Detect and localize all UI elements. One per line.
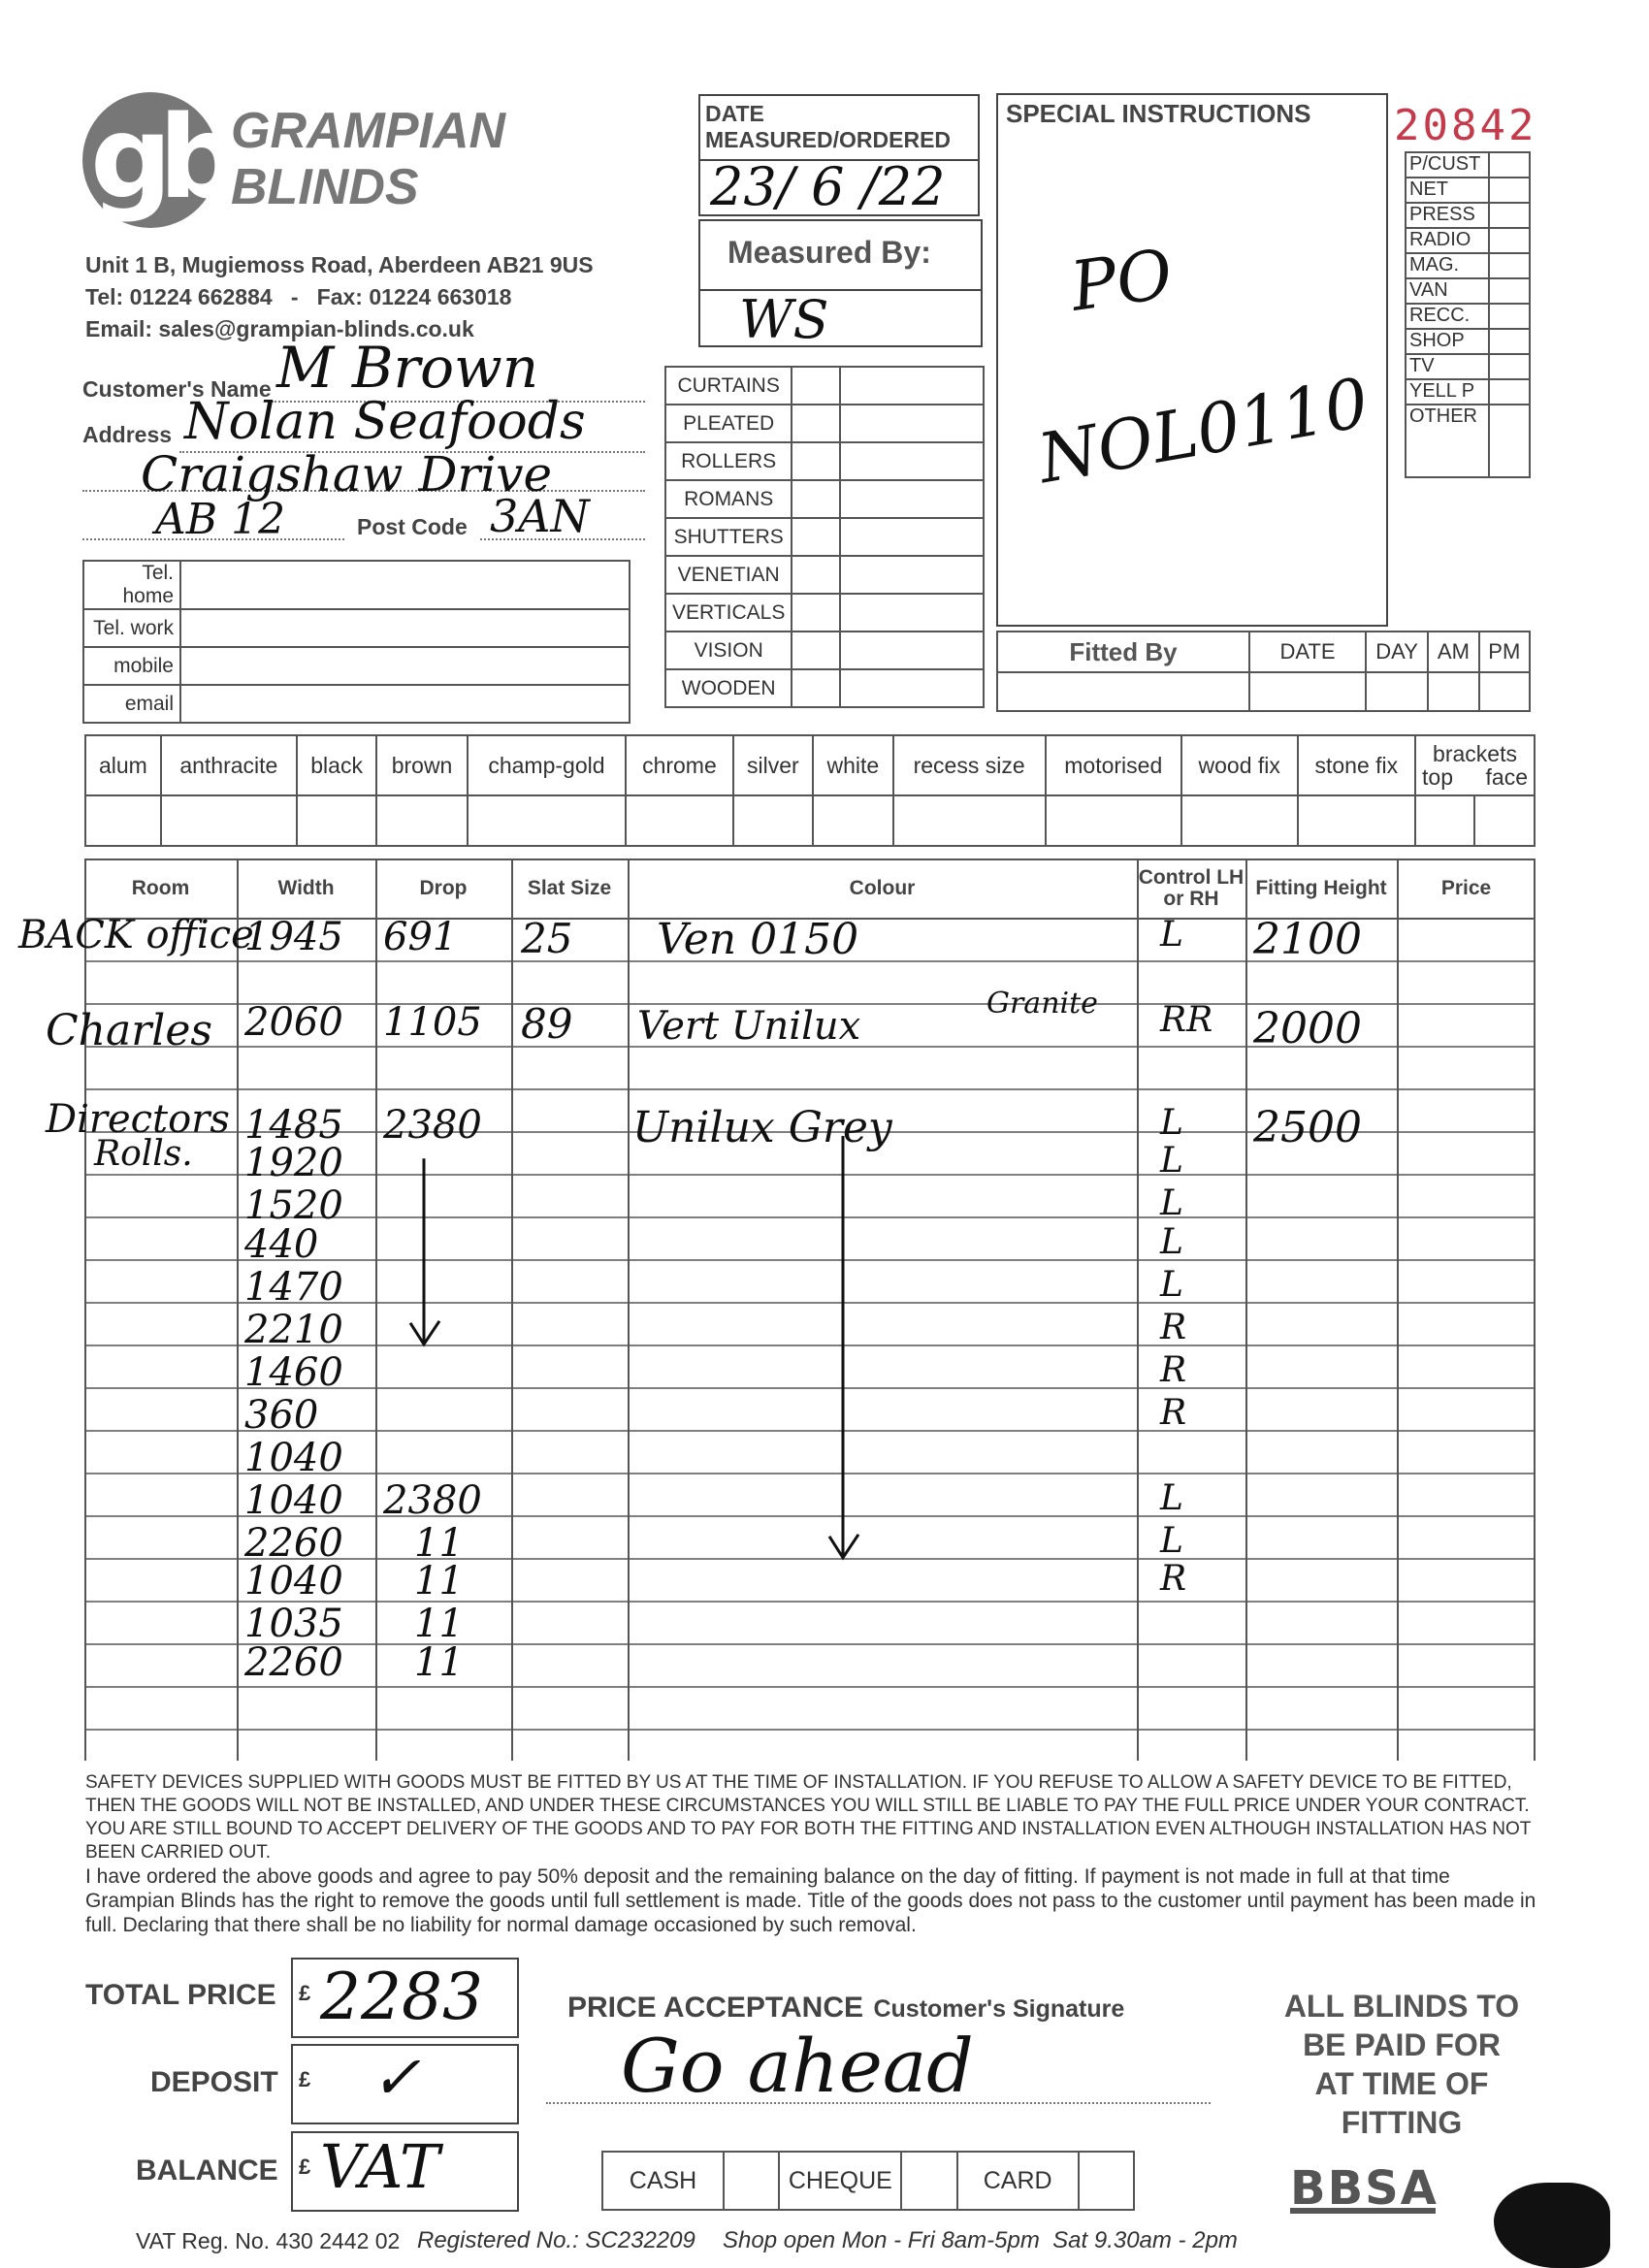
payment-method-label: CARD bbox=[957, 2152, 1079, 2210]
width-entry[interactable]: 1470 bbox=[244, 1264, 343, 1310]
control-entry[interactable]: L bbox=[1160, 1264, 1183, 1305]
address-value-2[interactable]: Craigshaw Drive bbox=[141, 446, 553, 502]
phone-label: email bbox=[83, 685, 180, 723]
option-cell[interactable] bbox=[376, 795, 467, 846]
product-type-check[interactable] bbox=[792, 669, 840, 707]
product-type-label: PLEATED bbox=[665, 405, 792, 442]
product-type-qty[interactable] bbox=[840, 518, 984, 556]
special-instructions-note-1[interactable]: PO bbox=[1065, 234, 1178, 327]
brackets-top-label: top bbox=[1422, 764, 1453, 790]
option-cell[interactable] bbox=[85, 795, 161, 846]
width-entry[interactable]: 1520 bbox=[244, 1183, 343, 1229]
brackets-header bbox=[1415, 735, 1535, 795]
slat-entry[interactable]: 89 bbox=[521, 1000, 573, 1048]
product-type-check[interactable] bbox=[792, 480, 840, 518]
height-entry[interactable]: 2000 bbox=[1253, 1004, 1362, 1053]
room-entry[interactable]: Charles bbox=[46, 1006, 212, 1055]
company-address: Unit 1 B, Mugiemoss Road, Aberdeen AB21 9US bbox=[85, 252, 594, 277]
option-cell[interactable] bbox=[1298, 795, 1415, 846]
source-option-box[interactable] bbox=[1489, 304, 1530, 329]
balance-currency: £ bbox=[299, 2155, 311, 2179]
fitted-am-cell[interactable] bbox=[1428, 672, 1478, 711]
drop-entry[interactable]: 691 bbox=[383, 915, 458, 959]
payment-method-label: CASH bbox=[602, 2152, 724, 2210]
customer-signature[interactable]: Go ahead bbox=[621, 2023, 974, 2109]
company-name-line2: BLINDS bbox=[231, 159, 419, 215]
option-label: stone fix bbox=[1298, 735, 1415, 795]
order-header-price: Price bbox=[1440, 877, 1492, 899]
product-type-qty[interactable] bbox=[840, 480, 984, 518]
option-cell[interactable] bbox=[1181, 795, 1298, 846]
date-measured-box bbox=[698, 94, 980, 216]
option-cell[interactable] bbox=[297, 795, 376, 846]
form-number: 20842 bbox=[1394, 101, 1537, 150]
shop-hours: Shop open Mon - Fri 8am-5pm Sat 9.30am - 2pm bbox=[723, 2227, 1238, 2253]
fitted-day-cell[interactable] bbox=[1366, 672, 1428, 711]
option-label: motorised bbox=[1046, 735, 1181, 795]
special-instructions-box bbox=[996, 93, 1388, 627]
payment-method-label: CHEQUE bbox=[779, 2152, 901, 2210]
control-entry[interactable]: R bbox=[1160, 1349, 1187, 1390]
product-type-label: ROLLERS bbox=[665, 442, 792, 480]
customer-name-value[interactable]: M Brown bbox=[276, 335, 539, 401]
width-entry[interactable]: 1945 bbox=[244, 915, 343, 959]
fitted-am-label: AM bbox=[1428, 632, 1478, 672]
order-table bbox=[18, 859, 1536, 1761]
date-measured-label: DATE MEASURED/ORDERED bbox=[705, 101, 952, 152]
control-entry[interactable]: L bbox=[1160, 1183, 1183, 1224]
width-entry[interactable]: 1040 bbox=[244, 1477, 343, 1523]
drop-entry[interactable]: 2380 bbox=[383, 1477, 482, 1523]
product-type-qty[interactable] bbox=[840, 367, 984, 405]
brackets-face-cell[interactable] bbox=[1474, 795, 1535, 846]
company-name-line1: GRAMPIAN bbox=[231, 103, 506, 159]
order-header-control: Control LH or RH bbox=[1138, 866, 1245, 910]
total-price-box bbox=[291, 1958, 519, 2038]
phone-label: Tel. home bbox=[83, 561, 180, 609]
colour-entry[interactable]: Ven 0150 bbox=[657, 915, 859, 964]
product-type-qty[interactable] bbox=[840, 442, 984, 480]
width-entry[interactable]: 440 bbox=[244, 1221, 319, 1267]
special-instructions-label: SPECIAL INSTRUCTIONS bbox=[1006, 99, 1311, 128]
source-option-label: NET bbox=[1406, 178, 1489, 203]
ink-smudge bbox=[1494, 2183, 1610, 2268]
option-cell[interactable] bbox=[733, 795, 813, 846]
drop-entry[interactable]: 11 bbox=[414, 1559, 464, 1604]
special-instructions-note-2[interactable]: NOL0110 bbox=[1032, 362, 1374, 500]
colour-entry[interactable]: Granite bbox=[986, 986, 1098, 1021]
control-entry[interactable]: L bbox=[1160, 1520, 1183, 1561]
colour-ditto-arrow bbox=[829, 1136, 858, 1558]
width-entry[interactable]: 360 bbox=[244, 1392, 319, 1438]
source-option-box[interactable] bbox=[1489, 379, 1530, 405]
product-type-check[interactable] bbox=[792, 405, 840, 442]
source-option-box[interactable] bbox=[1489, 152, 1530, 178]
product-type-check[interactable] bbox=[792, 594, 840, 632]
width-entry[interactable]: 1040 bbox=[244, 1559, 343, 1604]
product-type-qty[interactable] bbox=[840, 669, 984, 707]
address-label: Address bbox=[82, 422, 173, 447]
balance-value[interactable]: VAT bbox=[320, 2131, 440, 2202]
fitted-date-label: DATE bbox=[1249, 632, 1366, 672]
phone-value-cell[interactable] bbox=[180, 609, 630, 647]
slat-entry[interactable]: 25 bbox=[521, 915, 573, 962]
source-option-label: OTHER bbox=[1406, 405, 1489, 477]
fitted-day-label: DAY bbox=[1366, 632, 1428, 672]
option-label: wood fix bbox=[1181, 735, 1298, 795]
width-entry[interactable]: 2260 bbox=[244, 1520, 343, 1566]
payment-notice bbox=[1227, 1987, 1576, 2142]
product-type-qty[interactable] bbox=[840, 594, 984, 632]
width-entry[interactable]: 1920 bbox=[244, 1141, 343, 1186]
control-entry[interactable]: L bbox=[1160, 1102, 1183, 1143]
payment-terms: I have ordered the above goods and agree to pay 50% deposit and the remaining balance on the day of fitting. If payment is not made in full at that time Grampian Blinds has the right to remove the goods until full settlement is made. Title of the goods does not pass to the customer until payment has been made in full. Declaring that there shall be no liability for normal damage occasioned by such removal. bbox=[85, 1865, 1536, 1936]
source-list bbox=[1405, 151, 1531, 478]
source-option-box[interactable] bbox=[1489, 203, 1530, 228]
height-entry[interactable]: 2500 bbox=[1253, 1102, 1362, 1152]
control-entry[interactable]: R bbox=[1160, 1307, 1187, 1347]
notice-line: FITTING bbox=[1341, 2105, 1463, 2140]
payment-methods bbox=[601, 2151, 1135, 2211]
deposit-value[interactable]: ✓ bbox=[371, 2042, 421, 2113]
fitted-by-label: Fitted By bbox=[997, 632, 1249, 672]
company-phone: Tel: 01224 662884 - Fax: 01224 663018 bbox=[85, 284, 512, 309]
product-type-label: VISION bbox=[665, 632, 792, 669]
product-type-label: VERTICALS bbox=[665, 594, 792, 632]
bbsa-logo-text: BBSA bbox=[1290, 2161, 1439, 2216]
width-entry[interactable]: 1460 bbox=[244, 1349, 343, 1395]
fitted-date-cell[interactable] bbox=[1249, 672, 1366, 711]
option-cell[interactable] bbox=[626, 795, 732, 846]
order-header-slat: Slat Size bbox=[527, 877, 612, 899]
source-option-box[interactable] bbox=[1489, 278, 1530, 304]
option-label: recess size bbox=[893, 735, 1046, 795]
product-type-qty[interactable] bbox=[840, 405, 984, 442]
option-cell[interactable] bbox=[161, 795, 297, 846]
phone-value-cell[interactable] bbox=[180, 647, 630, 685]
payment-method-box[interactable] bbox=[901, 2152, 956, 2210]
source-option-label: PRESS bbox=[1406, 203, 1489, 228]
fitted-pm-label: PM bbox=[1479, 632, 1530, 672]
measured-by-box bbox=[698, 219, 983, 350]
option-label: black bbox=[297, 735, 376, 795]
source-option-label: MAG. bbox=[1406, 253, 1489, 278]
drop-ditto-arrow bbox=[410, 1158, 439, 1345]
phone-value-cell[interactable] bbox=[180, 561, 630, 609]
customer-signature-label: Customer's Signature bbox=[873, 1995, 1125, 2023]
order-header-height: Fitting Height bbox=[1255, 877, 1387, 899]
option-label: silver bbox=[733, 735, 813, 795]
product-type-check[interactable] bbox=[792, 518, 840, 556]
price-acceptance-label bbox=[567, 1992, 1124, 2025]
colour-entry[interactable]: Unilux Grey bbox=[632, 1102, 892, 1152]
order-header-drop: Drop bbox=[419, 877, 468, 899]
source-option-label: RECC. bbox=[1406, 304, 1489, 329]
vat-registration: VAT Reg. No. 430 2442 02 bbox=[136, 2228, 401, 2253]
fitted-by-cell[interactable] bbox=[997, 672, 1249, 711]
source-option-label: VAN bbox=[1406, 278, 1489, 304]
width-entry[interactable]: 1040 bbox=[244, 1435, 343, 1480]
product-type-check[interactable] bbox=[792, 632, 840, 669]
order-header-colour: Colour bbox=[849, 877, 916, 899]
brackets-top-cell[interactable] bbox=[1415, 795, 1474, 846]
drop-entry[interactable]: 11 bbox=[414, 1602, 464, 1647]
product-type-label: ROMANS bbox=[665, 480, 792, 518]
company-email: Email: sales@grampian-blinds.co.uk bbox=[85, 316, 474, 341]
price-acceptance-title: PRICE ACCEPTANCE bbox=[567, 1992, 864, 2024]
fitted-pm-cell[interactable] bbox=[1479, 672, 1530, 711]
option-cell[interactable] bbox=[893, 795, 1046, 846]
control-entry[interactable]: RR bbox=[1160, 1000, 1213, 1040]
company-logo bbox=[82, 92, 538, 228]
brackets-label: brackets bbox=[1433, 741, 1517, 766]
control-entry[interactable]: L bbox=[1160, 1221, 1183, 1262]
safety-terms: SAFETY DEVICES SUPPLIED WITH GOODS MUST BE FITTED BY US AT THE TIME OF INSTALLATION. IF YOU REFUSE TO ALLOW A SAFETY DEVICE TO BE FITTED, THEN THE GOODS WILL NOT BE INSTALLED, AND UNDER THESE CIRCUMSTANCES YOU WILL STILL BE LIABLE TO PAY THE FULL PRICE UNDER YOUR CONTRACT. YOU ARE STILL BOUND TO ACCEPT DELIVERY OF THE GOODS AND TO PAY FOR BOTH THE FITTING AND INSTALLATION EVEN ALTHOUGH INSTALLATION HAS NOT BEEN CARRIED OUT. bbox=[85, 1772, 1532, 1863]
deposit-box bbox=[291, 2044, 519, 2124]
control-entry[interactable]: L bbox=[1160, 1141, 1183, 1182]
control-entry[interactable]: R bbox=[1160, 1559, 1187, 1600]
width-entry[interactable]: 1035 bbox=[244, 1602, 343, 1647]
source-option-box[interactable] bbox=[1489, 405, 1530, 477]
balance-box bbox=[291, 2131, 519, 2212]
total-price-value[interactable]: 2283 bbox=[320, 1960, 483, 2034]
registered-number: Registered No.: SC232209 bbox=[417, 2227, 695, 2253]
option-cell[interactable] bbox=[813, 795, 892, 846]
phone-table bbox=[82, 560, 630, 724]
payment-method-box[interactable] bbox=[724, 2152, 779, 2210]
notice-line: ALL BLINDS TO bbox=[1283, 1989, 1520, 2024]
phone-value-cell[interactable] bbox=[180, 685, 630, 723]
address-value-1[interactable]: Nolan Seafoods bbox=[184, 393, 586, 451]
height-entry[interactable]: 2100 bbox=[1253, 915, 1362, 964]
width-entry[interactable]: 2210 bbox=[244, 1307, 343, 1352]
brackets-face-label: face bbox=[1485, 764, 1528, 790]
control-entry[interactable]: L bbox=[1160, 915, 1183, 955]
room-entry[interactable]: BACK office bbox=[18, 913, 254, 957]
deposit-currency: £ bbox=[299, 2067, 311, 2091]
source-option-box[interactable] bbox=[1489, 354, 1530, 379]
product-type-label: CURTAINS bbox=[665, 367, 792, 405]
total-currency: £ bbox=[299, 1981, 311, 2005]
source-option-label: SHOP bbox=[1406, 329, 1489, 354]
product-type-check[interactable] bbox=[792, 556, 840, 594]
phone-label: Tel. work bbox=[83, 609, 180, 647]
notice-line: BE PAID FOR bbox=[1303, 2027, 1501, 2062]
room-entry[interactable]: Directors bbox=[46, 1097, 230, 1142]
product-type-qty[interactable] bbox=[840, 556, 984, 594]
phone-label: mobile bbox=[83, 647, 180, 685]
control-entry[interactable]: L bbox=[1160, 1477, 1183, 1518]
deposit-label: DEPOSIT bbox=[150, 2066, 278, 2098]
width-entry[interactable]: 2060 bbox=[244, 1000, 343, 1045]
drop-entry[interactable]: 11 bbox=[414, 1520, 464, 1566]
product-type-label: VENETIAN bbox=[665, 556, 792, 594]
product-type-check[interactable] bbox=[792, 367, 840, 405]
source-option-box[interactable] bbox=[1489, 253, 1530, 278]
option-label: anthracite bbox=[161, 735, 297, 795]
order-header-width: Width bbox=[277, 877, 335, 899]
width-entry[interactable]: 2260 bbox=[244, 1640, 343, 1685]
product-type-label: WOODEN bbox=[665, 669, 792, 707]
source-option-label: YELL P bbox=[1406, 379, 1489, 405]
option-cell[interactable] bbox=[1046, 795, 1181, 846]
colour-entry[interactable]: Vert Unilux bbox=[637, 1004, 861, 1049]
total-price-label: TOTAL PRICE bbox=[85, 1979, 276, 2011]
drop-entry[interactable]: 1105 bbox=[383, 1000, 482, 1045]
option-label: champ-gold bbox=[468, 735, 626, 795]
option-cell[interactable] bbox=[468, 795, 626, 846]
address-value-3[interactable]: AB 12 bbox=[155, 495, 286, 544]
brackets-sub bbox=[1422, 765, 1528, 789]
notice-line: AT TIME OF bbox=[1314, 2066, 1489, 2101]
measured-by-label: Measured By: bbox=[728, 235, 931, 270]
option-label: alum bbox=[85, 735, 161, 795]
option-label: brown bbox=[376, 735, 467, 795]
control-entry[interactable]: R bbox=[1160, 1392, 1187, 1433]
source-option-box[interactable] bbox=[1489, 178, 1530, 203]
product-type-check[interactable] bbox=[792, 442, 840, 480]
option-label: chrome bbox=[626, 735, 732, 795]
options-table bbox=[84, 734, 1536, 847]
option-label: white bbox=[813, 735, 892, 795]
source-option-label: P/CUST bbox=[1406, 152, 1489, 178]
product-type-label: SHUTTERS bbox=[665, 518, 792, 556]
measured-by-value[interactable]: WS bbox=[739, 289, 829, 350]
postcode-label: Post Code bbox=[357, 514, 468, 539]
product-types bbox=[664, 366, 985, 708]
source-option-label: TV bbox=[1406, 354, 1489, 379]
source-option-box[interactable] bbox=[1489, 329, 1530, 354]
postcode-value[interactable]: 3AN bbox=[490, 490, 590, 542]
width-entry[interactable]: 1485 bbox=[244, 1102, 343, 1148]
fitted-by-table bbox=[996, 631, 1531, 712]
drop-entry[interactable]: 11 bbox=[414, 1640, 464, 1685]
drop-entry[interactable]: 2380 bbox=[383, 1102, 482, 1148]
logo-letters: gb bbox=[90, 90, 227, 224]
payment-method-box[interactable] bbox=[1079, 2152, 1134, 2210]
date-measured-value[interactable]: 23/ 6 /22 bbox=[710, 156, 946, 217]
room-entry[interactable]: Rolls. bbox=[94, 1134, 193, 1174]
bbsa-logo bbox=[1290, 2161, 1523, 2229]
source-option-box[interactable] bbox=[1489, 228, 1530, 253]
source-option-label: RADIO bbox=[1406, 228, 1489, 253]
balance-label: BALANCE bbox=[136, 2155, 278, 2187]
order-header-room: Room bbox=[131, 877, 190, 899]
customer-name-label: Customer's Name bbox=[82, 376, 272, 402]
product-type-qty[interactable] bbox=[840, 632, 984, 669]
